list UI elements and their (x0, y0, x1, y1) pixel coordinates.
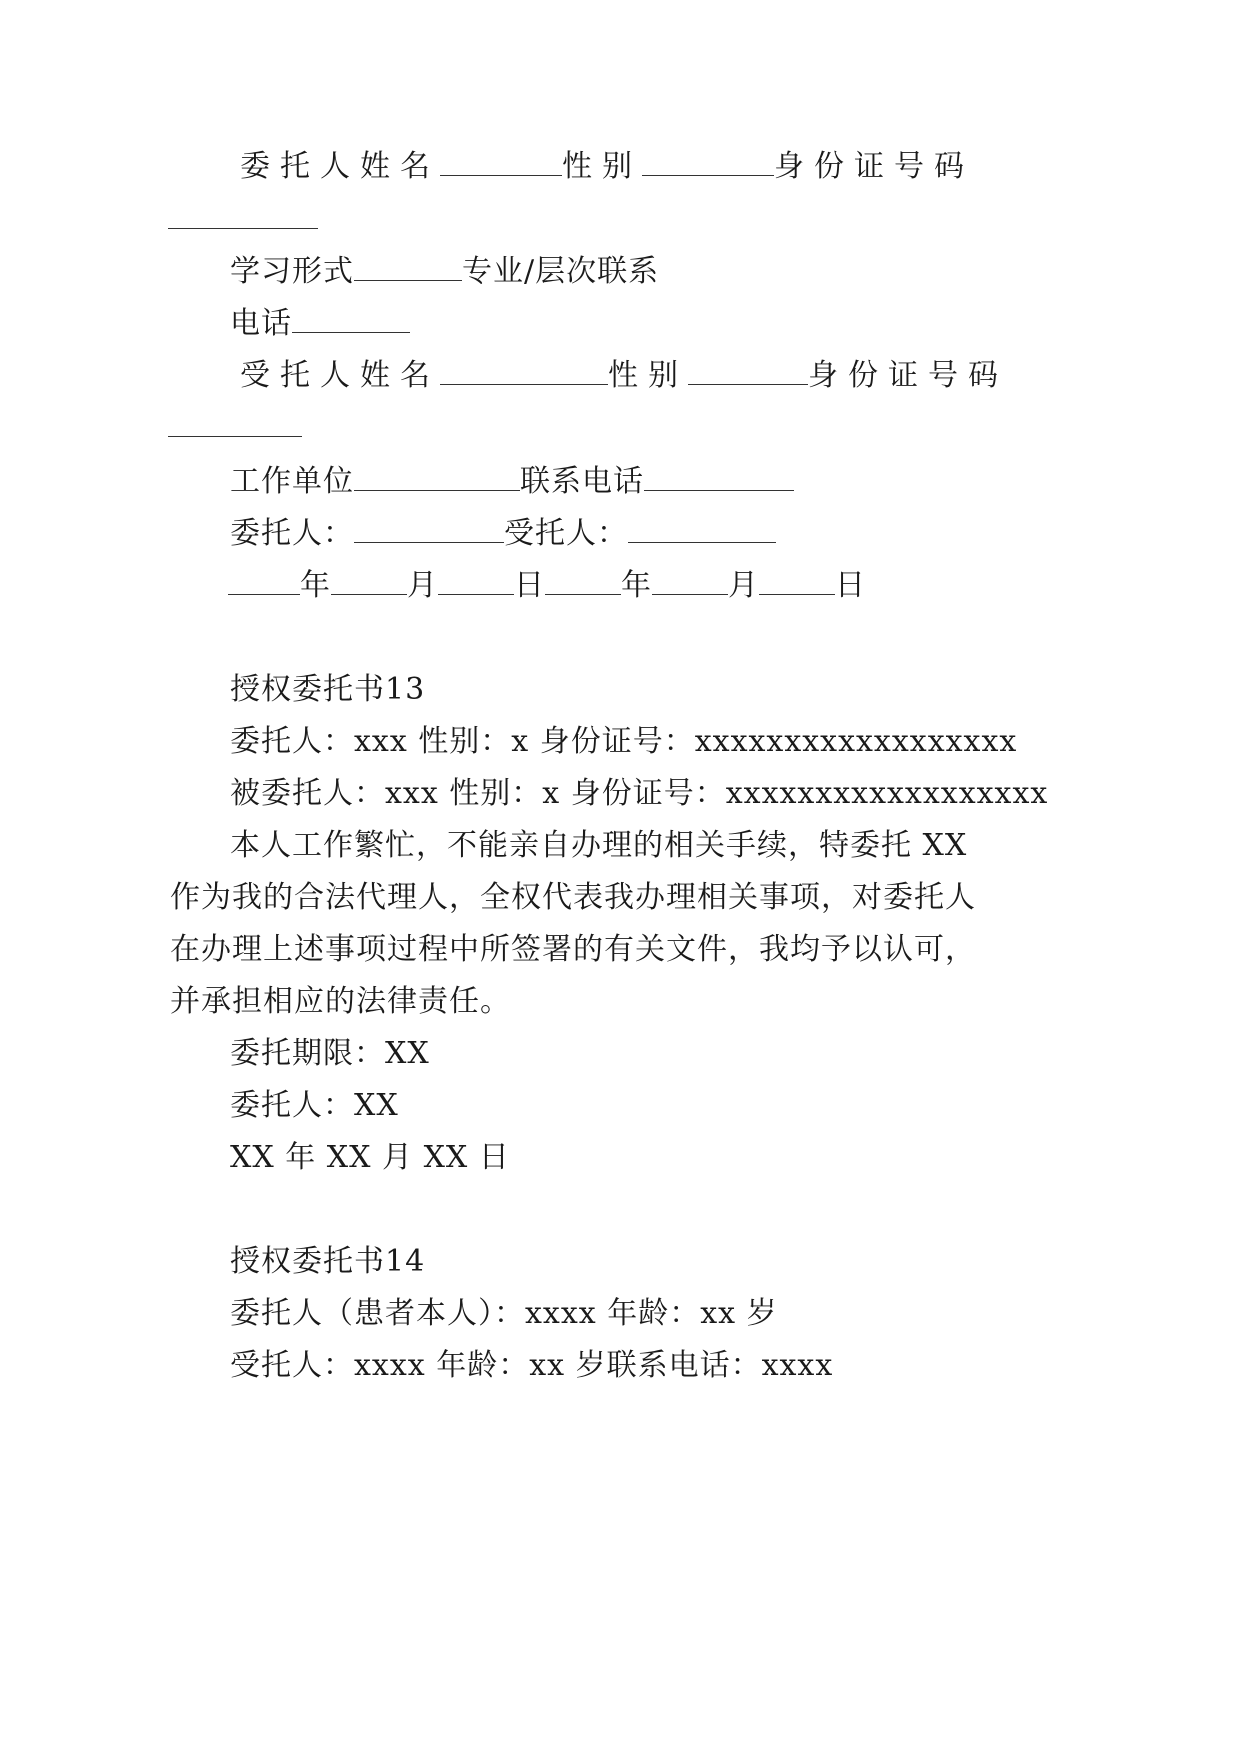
doc13-body-line-4: 并承担相应的法律责任。 (170, 984, 511, 1019)
blank-workplace (354, 460, 520, 491)
label-phone: 电话 (230, 306, 292, 341)
label-study-form: 学习形式 (230, 254, 354, 289)
label-day-1: 日 (514, 568, 545, 603)
form-line-3 (230, 302, 410, 344)
form-line-4 (240, 354, 1008, 396)
doc14-title: 授权委托书14 (230, 1244, 426, 1279)
form-line-2 (230, 250, 659, 292)
label-month-2: 月 (728, 568, 759, 603)
label-id-number: 身份证号码 (774, 149, 974, 184)
doc13-principal-line: 委托人：xxx 性别：x 身份证号：xxxxxxxxxxxxxxxxxx (230, 724, 1018, 759)
label-agent-sign: 受托人： (504, 516, 628, 551)
doc14-principal-line: 委托人（患者本人）：xxxx 年龄：xx 岁 (230, 1296, 778, 1331)
form-line-1 (240, 145, 974, 187)
blank-contact-phone (644, 460, 794, 491)
label-agent-name: 受托人姓名 (240, 358, 440, 393)
doc13-date: XX 年 XX 月 XX 日 (230, 1140, 510, 1175)
doc13-principal-sign: 委托人：XX (230, 1088, 399, 1123)
form-line-6 (230, 512, 776, 554)
label-major: 专业/层次联系 (462, 254, 660, 289)
label-gender: 性别 (562, 149, 642, 184)
label-contact-phone: 联系电话 (520, 464, 644, 499)
blank-principal-name (440, 145, 562, 176)
blank-gender (642, 145, 774, 176)
blank-principal-sign (354, 512, 504, 543)
blank-day-1 (438, 564, 514, 595)
doc13-title: 授权委托书13 (230, 672, 426, 707)
label-month-1: 月 (407, 568, 438, 603)
doc14-agent-line: 受托人：xxxx 年龄：xx 岁联系电话：xxxx (230, 1348, 834, 1383)
label-workplace: 工作单位 (230, 464, 354, 499)
doc13-agent-line: 被委托人：xxx 性别：x 身份证号：xxxxxxxxxxxxxxxxxx (230, 776, 1049, 811)
blank-month-1 (331, 564, 407, 595)
label-principal-name: 委托人姓名 (240, 149, 440, 184)
blank-id-number-cont (168, 198, 318, 229)
blank-year-1 (228, 564, 300, 595)
blank-agent-id-cont (168, 406, 302, 437)
doc13-body-line-1: 本人工作繁忙，不能亲自办理的相关手续，特委托 XX (230, 828, 968, 863)
form-date-line (228, 564, 866, 606)
doc13-body-line-2: 作为我的合法代理人，全权代表我办理相关事项，对委托人 (170, 880, 976, 915)
label-year-1: 年 (300, 568, 331, 603)
blank-phone (292, 302, 410, 333)
label-day-2: 日 (835, 568, 866, 603)
blank-agent-name (440, 354, 608, 385)
label-agent-gender: 性别 (608, 358, 688, 393)
blank-month-2 (652, 564, 728, 595)
blank-study-form (354, 250, 462, 281)
blank-agent-gender (688, 354, 808, 385)
label-year-2: 年 (621, 568, 652, 603)
form-line-5 (230, 460, 794, 502)
blank-year-2 (545, 564, 621, 595)
label-agent-id: 身份证号码 (808, 358, 1008, 393)
doc13-body-line-3: 在办理上述事项过程中所签署的有关文件，我均予以认可， (170, 932, 976, 967)
blank-agent-sign (628, 512, 776, 543)
label-principal-sign: 委托人： (230, 516, 354, 551)
blank-day-2 (759, 564, 835, 595)
doc13-period: 委托期限：XX (230, 1036, 430, 1071)
